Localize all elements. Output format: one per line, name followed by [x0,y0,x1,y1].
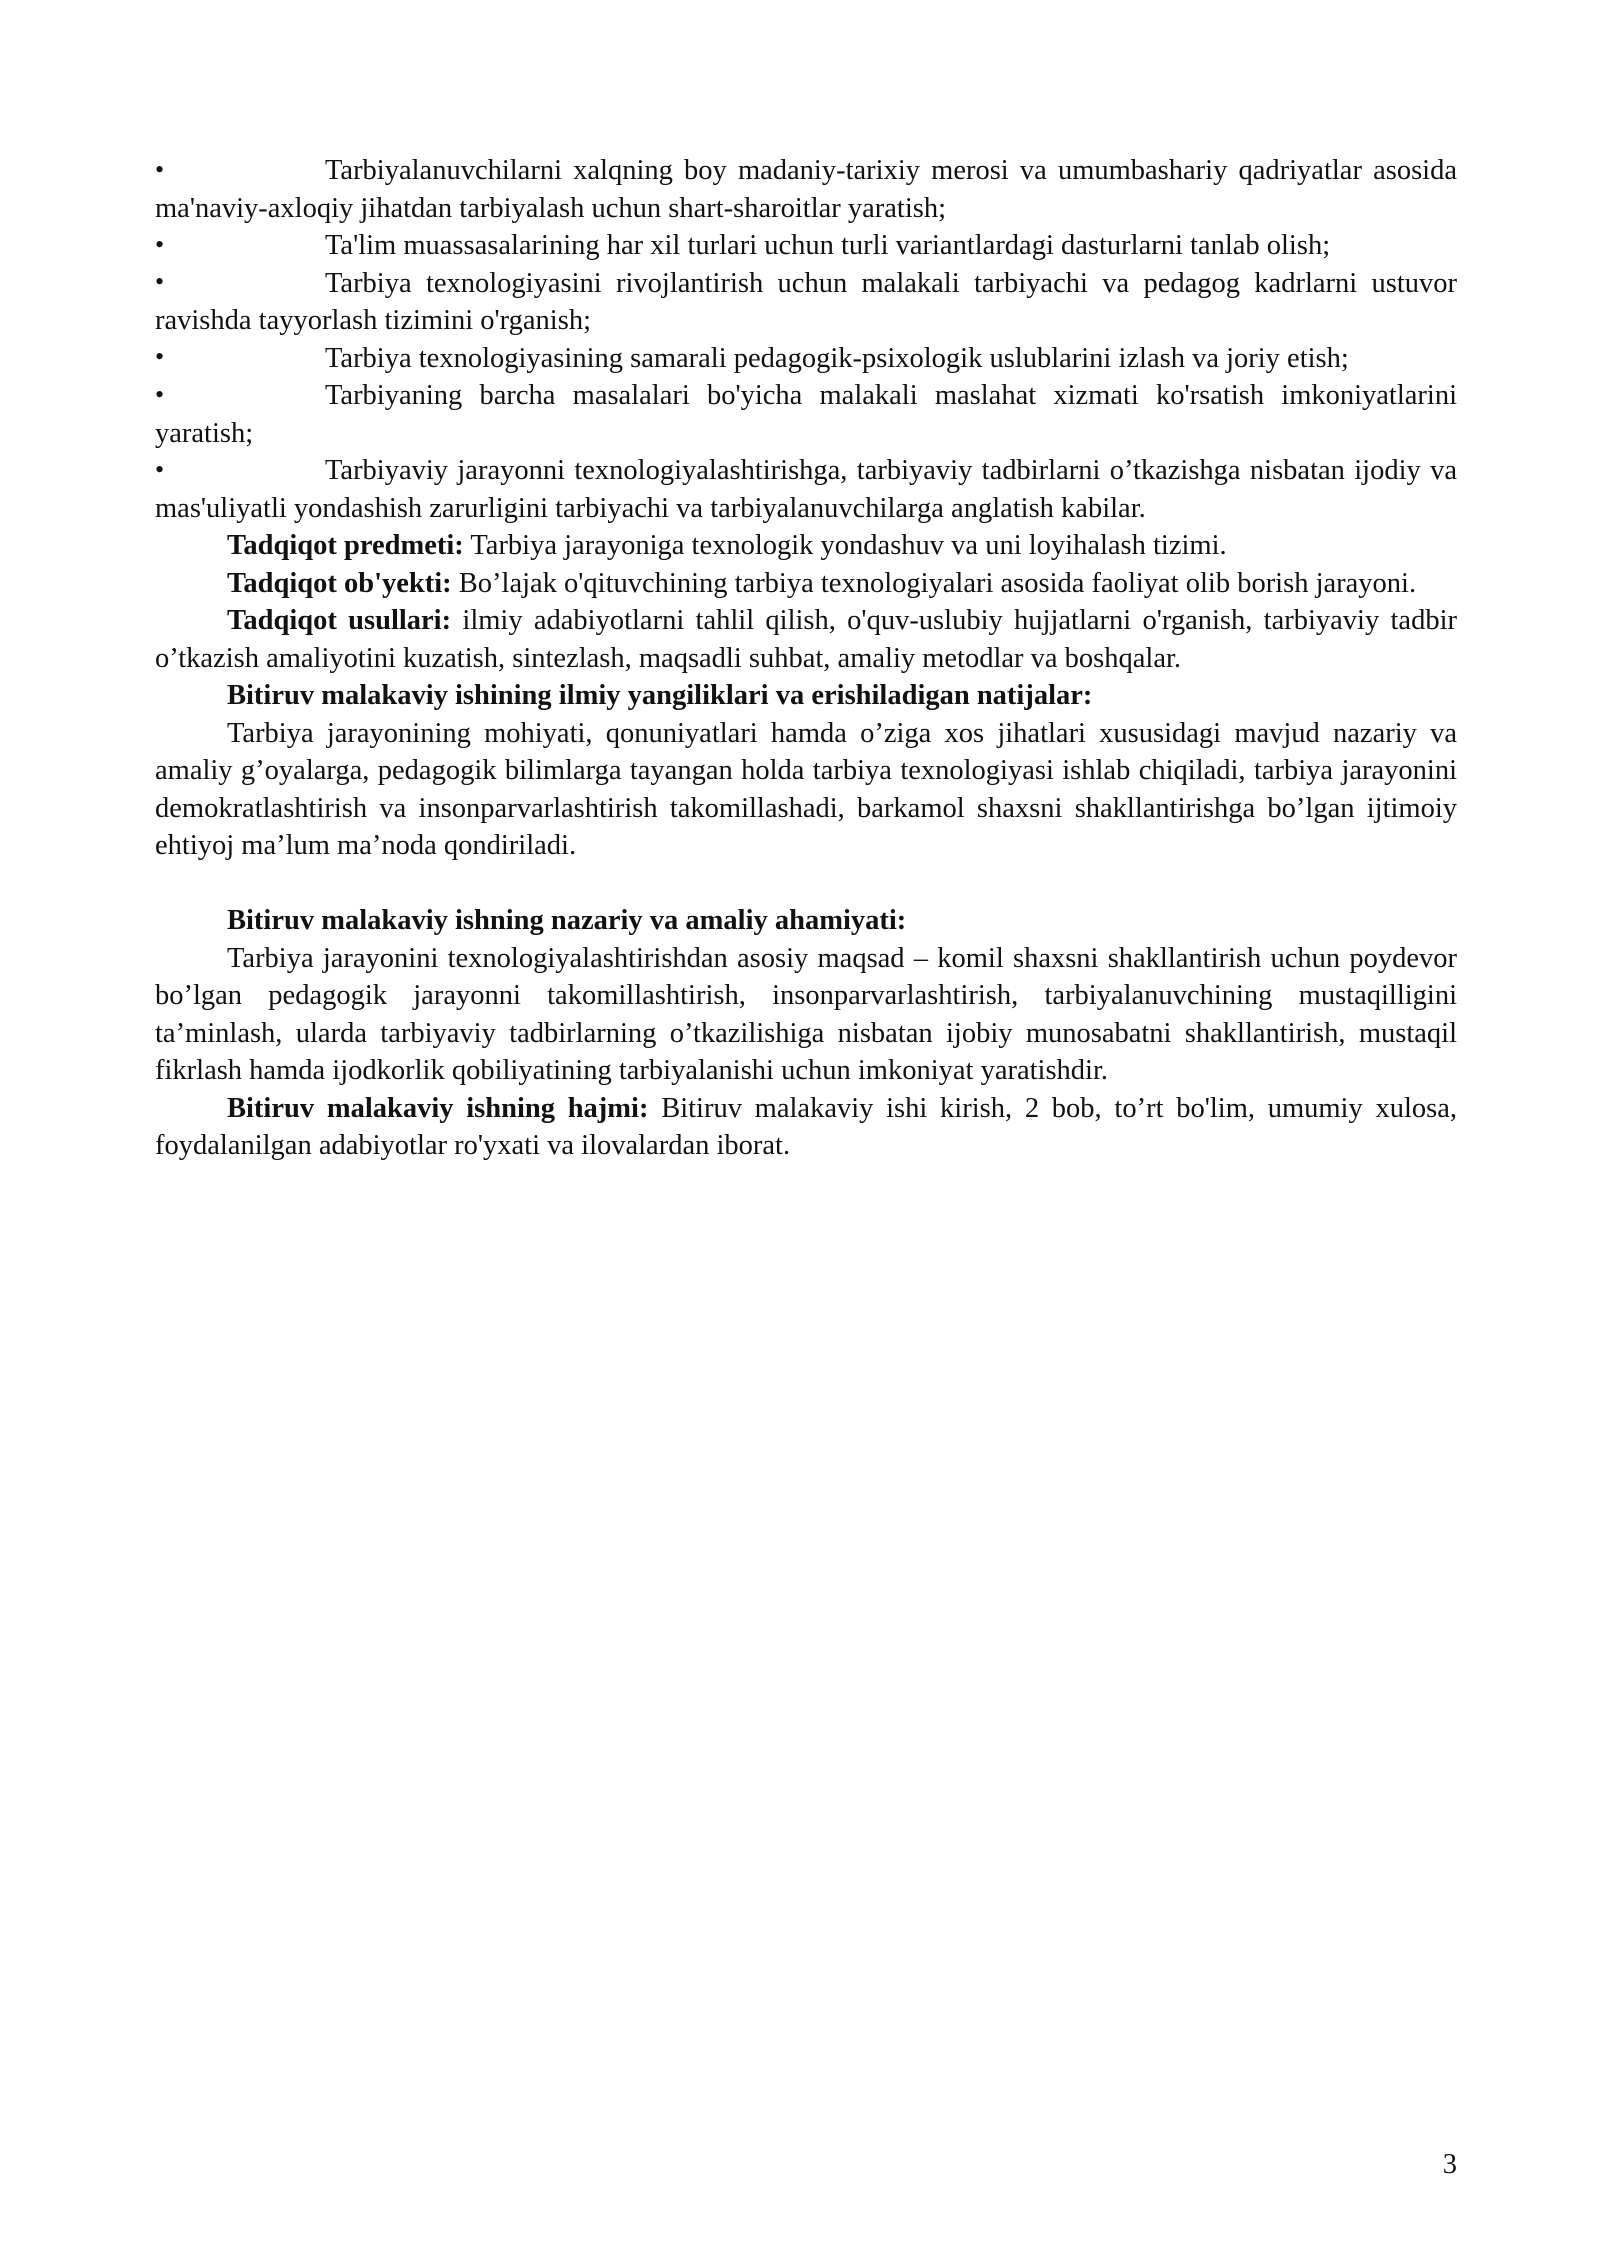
list-item [155,340,1457,378]
bullet-icon: • [155,267,165,297]
novelty-paragraph: Tarbiya jarayonining mohiyati, qonuniyatlari hamda o’ziga xos jihatlari xususidagi mavjud nazariy va amaliy g’oyalarga, pedagogik bilimlarga tayangan holda tarbiya texnologiyasi ishlab chiqiladi, tarbiya jarayonini demokratlashtirish va insonparvarlashtirish takomillashadi, barkamol shaxsni shakllantirishga bo’lgan ijtimoiy ehtiyoj ma’lum ma’noda qondiriladi. [155,717,1457,861]
list-item [155,152,1457,227]
list-item [155,265,1457,340]
research-subject-text: Tarbiya jarayoniga texnologik yondashuv va uni loyihalash tizimi. [463,530,1227,561]
bullet-icon: • [155,342,165,372]
list-item [155,452,1457,527]
research-methods-label: Tadqiqot usullari: [227,605,452,636]
novelty-heading: Bitiruv malakaviy ishining ilmiy yangiliklari va erishiladigan natijalar: [227,680,1093,711]
list-item-text: Tarbiya texnologiyasini rivojlantirish uchun malakali tarbiyachi va pedagog kadrlarni ustuvor ravishda tayyorlash tizimini o'rganish; [155,267,1457,336]
list-item-text: Tarbiya texnologiyasining samarali pedagogik-psixologik uslublarini izlash va joriy etish; [325,342,1349,374]
significance-heading: Bitiruv malakaviy ishning nazariy va amaliy ahamiyati: [227,905,907,936]
research-object-paragraph [155,565,1457,603]
blank-line [155,865,1457,903]
research-subject-paragraph [155,527,1457,565]
page-number: 3 [1442,2149,1457,2180]
bullet-icon: • [155,454,165,484]
list-item-text: Ta'lim muassasalarining har xil turlari uchun turli variantlardagi dasturlarni tanlab olish; [325,230,1331,261]
significance-paragraph: Tarbiya jarayonini texnologiyalashtirishdan asosiy maqsad – komil shaxsni shakllantirish uchun poydevor bo’lgan pedagogik jarayonni takomillashtirish, insonparvarlashtirish, tarbiyalanuvchining mustaqilligini ta’minlash, ularda tarbiyaviy tadbirlarning o’tkazilishiga nisbatan ijobiy munosabatni shakllantirish, mustaqil fikrlash hamda ijodkorlik qobiliyatining tarbiyalanishi uchun imkoniyat yaratishdir. [155,942,1457,1086]
research-methods-text: ilmiy adabiyotlarni tahlil qilish, o'quv-uslubiy hujjatlarni o'rganish, tarbiyaviy tadbir o’tkazish amaliyotini kuzatish, sintezlash, maqsadli suhbat, amaliy metodlar va boshqalar. [155,605,1457,674]
research-object-label: Tadqiqot ob'yekti: [227,567,452,599]
volume-label: Bitiruv malakaviy ishning hajmi: [227,1092,649,1124]
bullet-icon: • [155,229,165,259]
page-body [155,152,1457,1165]
research-object-text: Bo’lajak o'qituvchining tarbiya texnologiyalari asosida faoliyat olib borish jarayoni. [451,567,1417,599]
research-methods-paragraph [155,602,1457,677]
list-item-text: Tarbiyaning barcha masalalari bo'yicha malakali maslahat xizmati ko'rsatish imkoniyatlarini yaratish; [155,380,1457,449]
list-item-text: Tarbiyalanuvchilarni xalqning boy madaniy-tarixiy merosi va umumbashariy qadriyatlar asosida ma'naviy-axloqiy jihatdan tarbiyalash uchun shart-sharoitlar yaratish; [155,155,1457,224]
list-item [155,227,1457,265]
bullet-icon: • [155,379,165,409]
objectives-list [155,152,1457,527]
volume-text: Bitiruv malakaviy ishi kirish, 2 bob, to’rt bo'lim, umumiy xulosa, foydalanilgan adabiyotlar ro'yxati va ilovalardan iborat. [155,1092,1457,1161]
bullet-icon: • [155,154,165,184]
research-subject-label: Tadqiqot predmeti: [227,530,464,561]
list-item [155,377,1457,452]
volume-paragraph [155,1090,1457,1165]
list-item-text: Tarbiyaviy jarayonni texnologiyalashtirishga, tarbiyaviy tadbirlarni o’tkazishga nisbatan ijodiy va mas'uliyatli yondashish zarurligini tarbiyachi va tarbiyalanuvchilarga anglatish kabilar. [155,455,1457,524]
